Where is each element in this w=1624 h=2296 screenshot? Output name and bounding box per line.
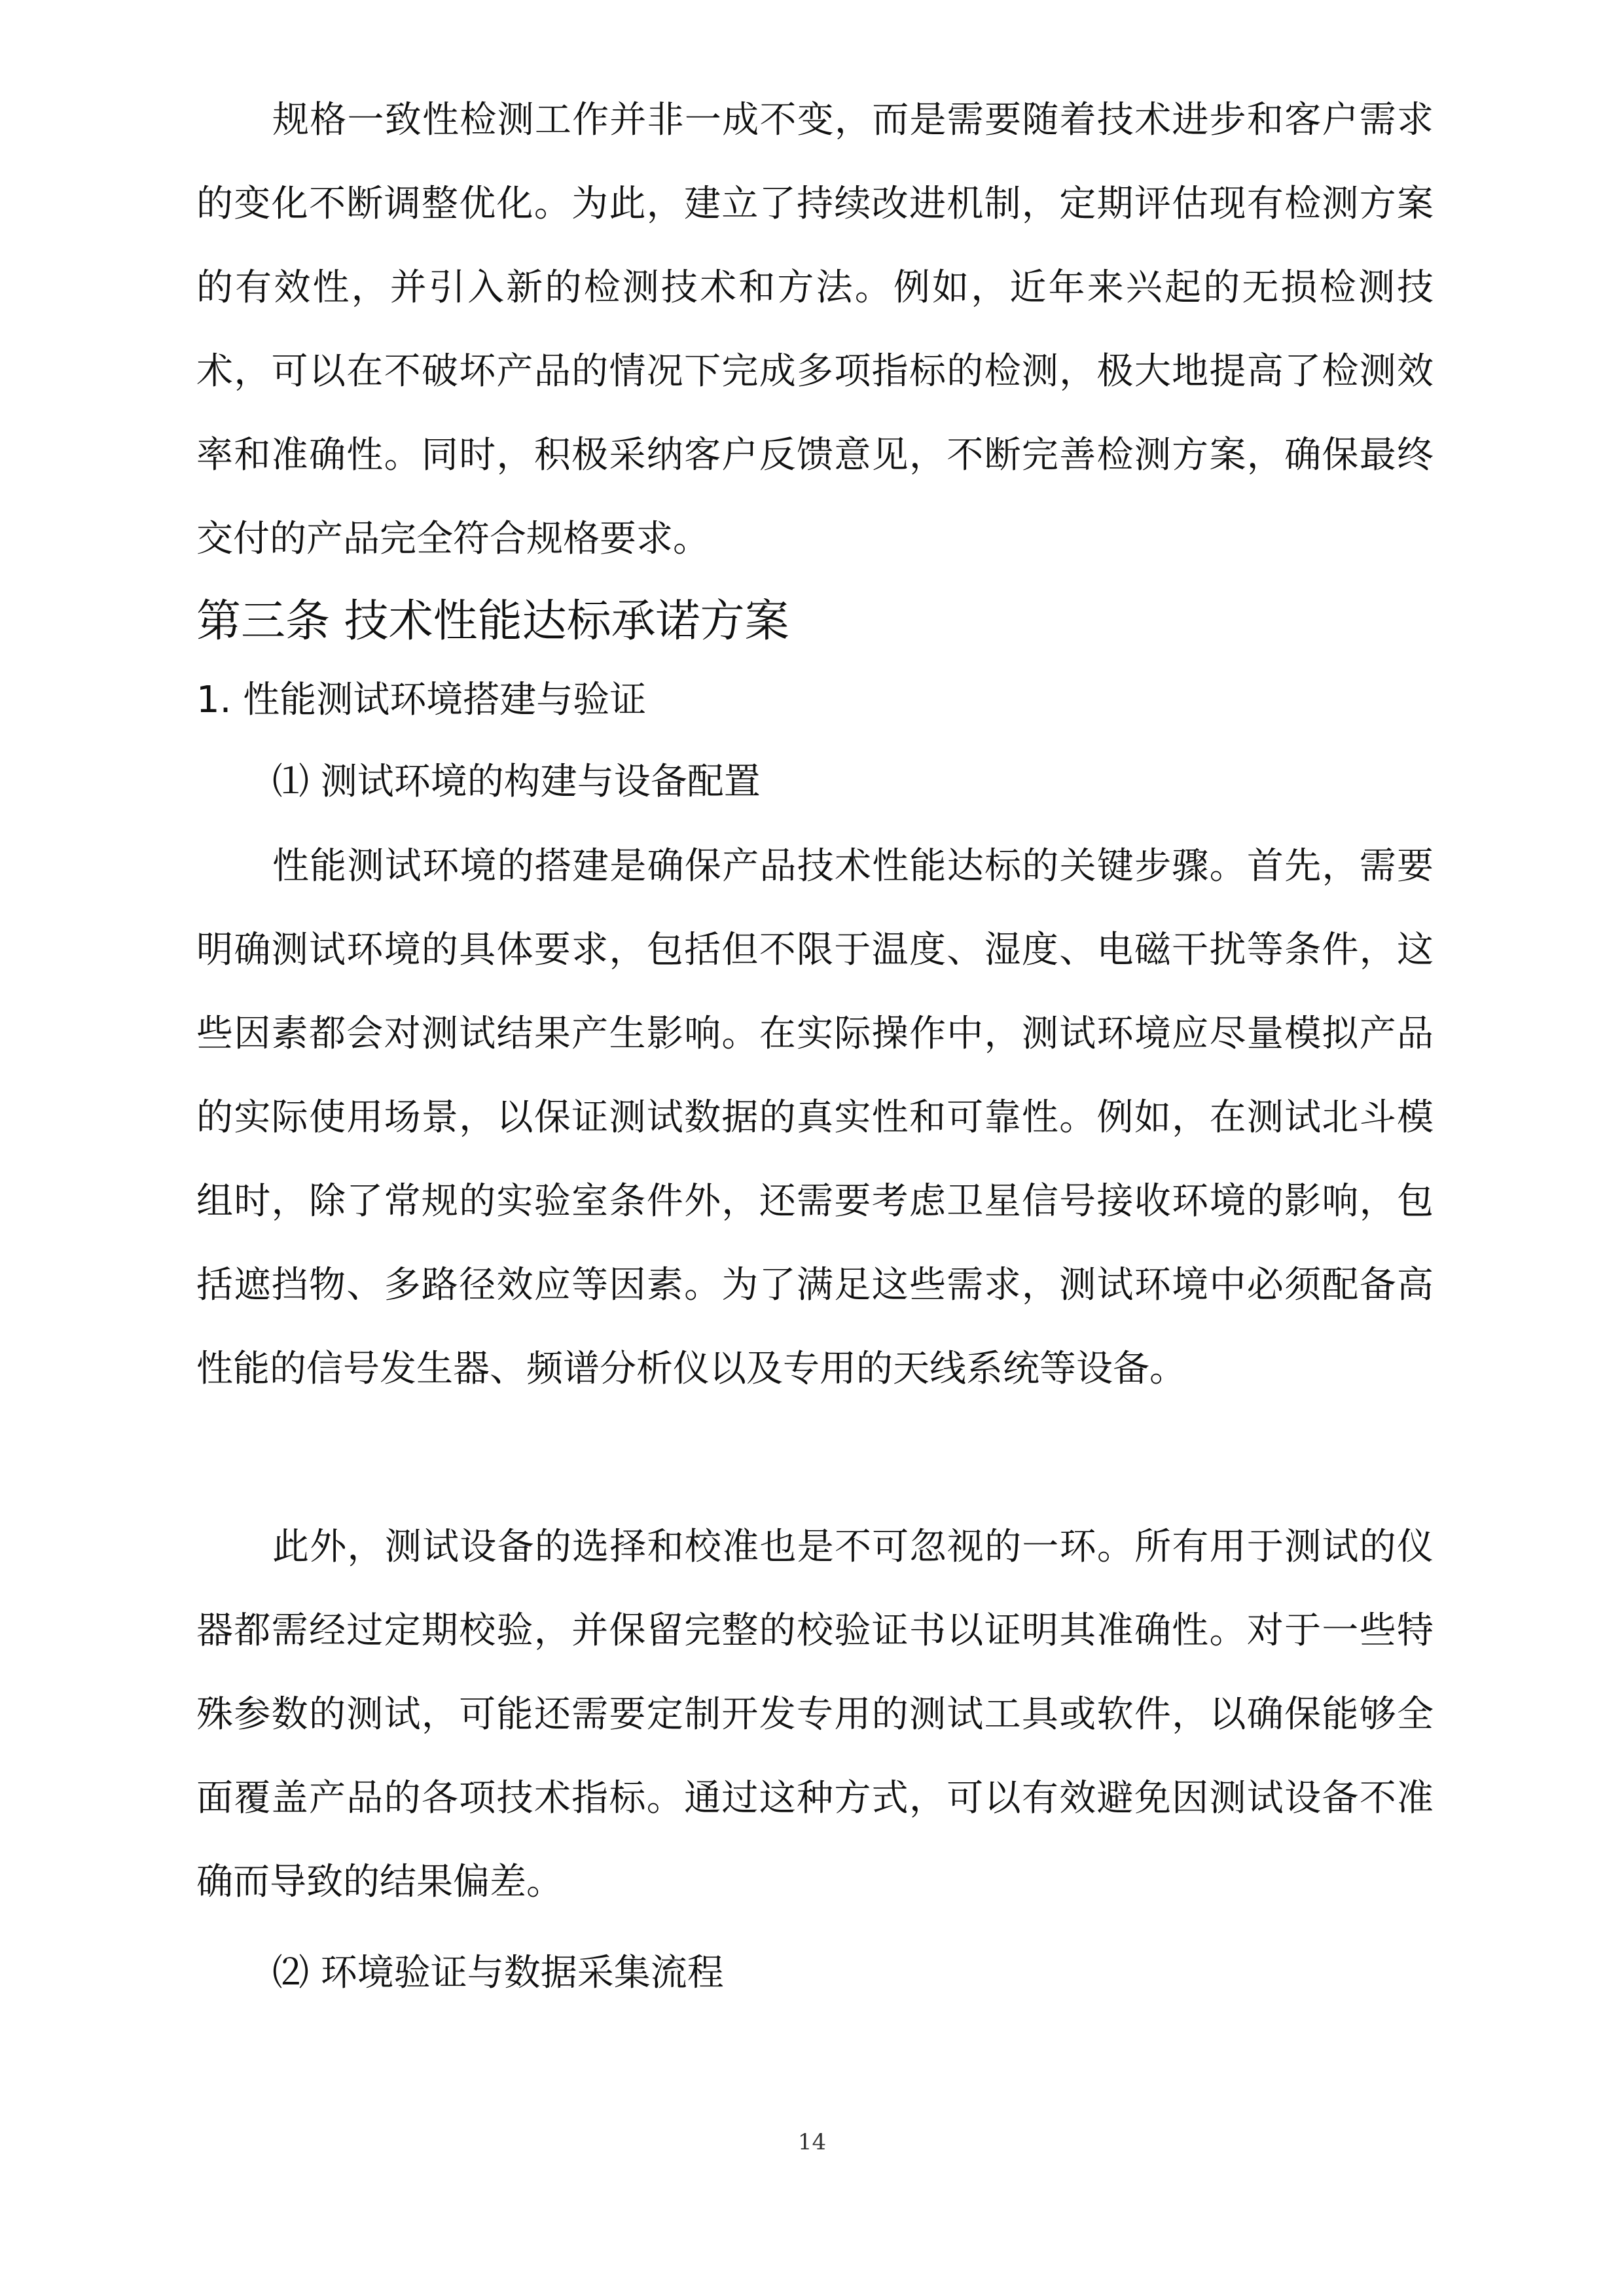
paragraph-continuous-improvement: 规格一致性检测工作并非一成不变，而是需要随着技术进步和客户需求的变化不断调整优化。为此，建立了持续改进机制，定期评估现有检测方案的有效性，并引入新的检测技术和方法。例如，近年来兴起的无损检测技术，可以在不破坏产品的情况下完成多项指标的检测，极大地提高了检测效率和准确性。同时，积极采纳客户反馈意见，不断完善检测方案，确保最终交付的产品完全符合规格要求。	[196, 99, 1434, 560]
sub-heading-1: ⑴ 测试环境的构建与设备配置	[272, 761, 761, 803]
paragraph-equipment-calibration: 此外，测试设备的选择和校准也是不可忽视的一环。所有用于测试的仪器都需经过定期校验，并保留完整的校验证书以证明其准确性。对于一些特殊参数的测试，可能还需要定制开发专用的测试工具或软件，以确保能够全面覆盖产品的各项技术指标。通过这种方式，可以有效避免因测试设备不准确而导致的结果偏差。	[196, 1526, 1434, 1903]
sub-heading-2: ⑵ 环境验证与数据采集流程	[272, 1952, 724, 1994]
section-heading: 第三条 技术性能达标承诺方案	[196, 596, 789, 647]
page-number: 14	[797, 2129, 827, 2155]
paragraph-test-environment: 性能测试环境的搭建是确保产品技术性能达标的关键步骤。首先，需要明确测试环境的具体要求，包括但不限于温度、湿度、电磁干扰等条件，这些因素都会对测试结果产生影响。在实际操作中，测试环境应尽量模拟产品的实际使用场景，以保证测试数据的真实性和可靠性。例如，在测试北斗模组时，除了常规的实验室条件外，还需要考虑卫星信号接收环境的影响，包括遮挡物、多路径效应等因素。为了满足这些需求，测试环境中必须配备高性能的信号发生器、频谱分析仪以及专用的天线系统等设备。	[196, 845, 1434, 1390]
item-heading-1: 1. 性能测试环境搭建与验证	[196, 679, 647, 721]
